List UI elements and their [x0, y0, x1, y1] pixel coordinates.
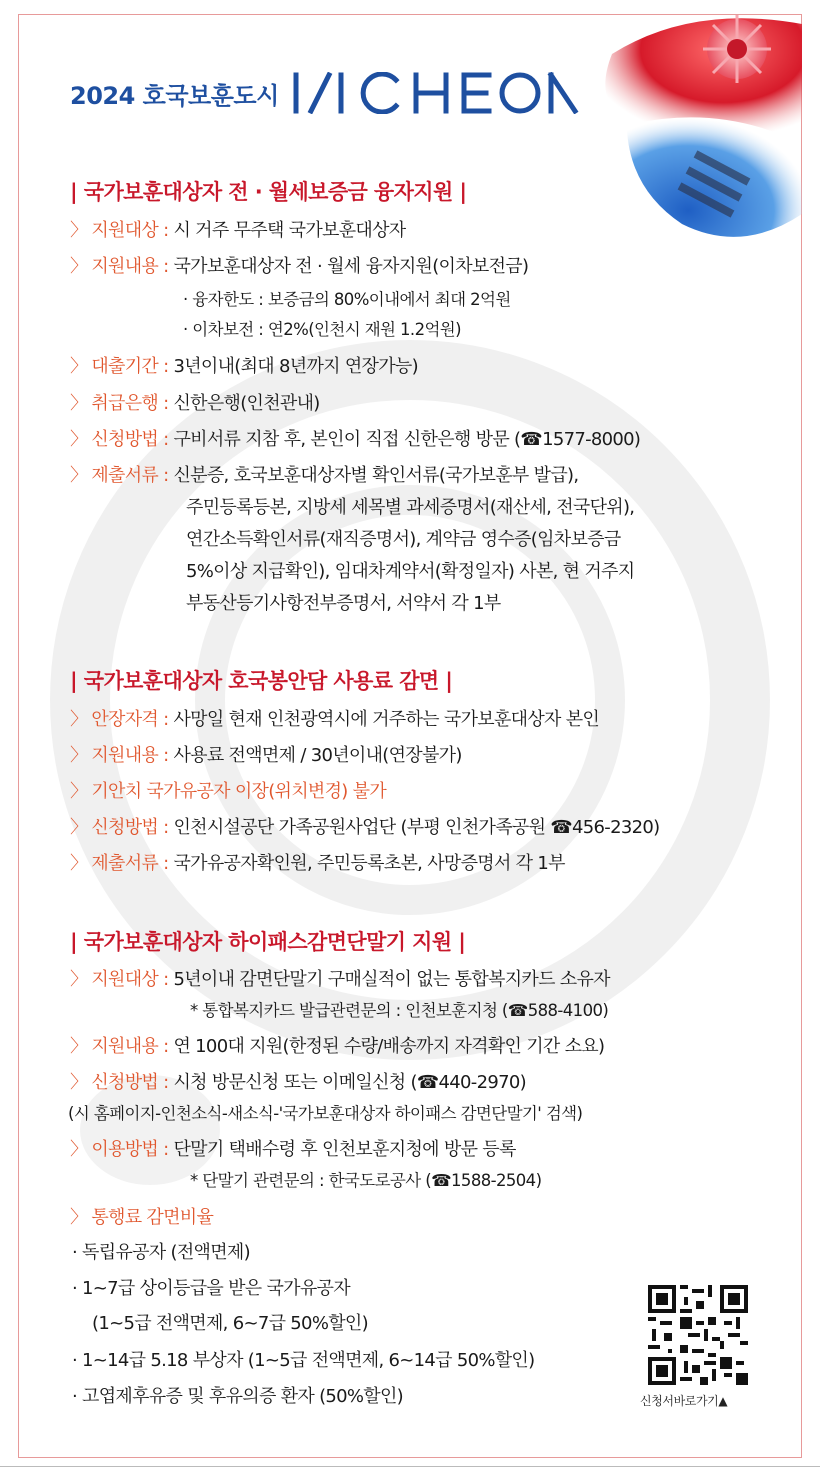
chevron-right-icon: 〉 — [70, 745, 88, 766]
s2-row-eligibility: 〉 안장자격 : 사망일 현재 인천광역시에 거주하는 국가보훈대상자 본인 — [70, 709, 600, 730]
s3-row-apply: 〉 신청방법 : 시청 방문신청 또는 이메일신청 (☎440-2970) — [70, 1072, 526, 1093]
chevron-right-icon: 〉 — [70, 256, 88, 277]
s2-row-content: 〉 지원내용 : 사용료 전액면제 / 30년이내(연장불가) — [70, 745, 462, 766]
s1-sub-limit: · 융자한도 : 보증금의 80%이내에서 최대 2억원 — [183, 290, 511, 309]
page-header — [70, 72, 581, 114]
s3-rate-item: · 1~7급 상이등급을 받은 국가유공자 — [72, 1278, 350, 1299]
header-title: 2024 호국보훈도시 — [70, 81, 279, 110]
chevron-right-icon: 〉 — [70, 1207, 88, 1228]
s1-row-apply: 〉 신청방법 : 구비서류 지참 후, 본인이 직접 신한은행 방문 (☎1577-8000) — [70, 429, 641, 450]
s1-row-content: 〉 지원내용 : 국가보훈대상자 전 · 월세 융자지원(이차보전금) — [70, 256, 529, 277]
s3-row-toll-heading: 〉 통행료 감면비율 — [70, 1207, 214, 1228]
chevron-right-icon: 〉 — [70, 393, 88, 414]
s3-row-target: 〉 지원대상 : 5년이내 감면단말기 구매실적이 없는 통합복지카드 소유자 — [70, 969, 610, 990]
s2-row-relocation: 〉 기안치 국가유공자 이장(위치변경) 불가 — [70, 781, 387, 802]
s2-row-apply: 〉 신청방법 : 인천시설공단 가족공원사업단 (부평 인천가족공원 ☎456-2320) — [70, 817, 660, 838]
chevron-right-icon: 〉 — [70, 1072, 88, 1093]
s3-rate-item: · 1~14급 5.18 부상자 (1~5급 전액면제, 6~14급 50%할인) — [72, 1350, 535, 1371]
section2-title: | 국가보훈대상자 호국봉안담 사용료 감면 | — [70, 669, 453, 693]
s1-docs-line: 연간소득확인서류(재직증명서), 계약금 영수증(임차보증금 — [186, 529, 621, 550]
s1-docs-line: 부동산등기사항전부증명서, 서약서 각 1부 — [186, 593, 501, 614]
s1-sub-interest: · 이차보전 : 연2%(인천시 재원 1.2억원) — [183, 320, 461, 339]
chevron-right-icon: 〉 — [70, 220, 88, 241]
chevron-right-icon: 〉 — [70, 709, 88, 730]
s3-note-card: * 통합복지카드 발급관련문의 : 인천보훈지청 (☎588-4100) — [190, 1001, 609, 1020]
bottom-divider — [0, 1466, 820, 1467]
s1-row-docs: 〉 제출서류 : 신분증, 호국보훈대상자별 확인서류(국가보훈부 발급), — [70, 465, 579, 486]
chevron-right-icon: 〉 — [70, 781, 88, 802]
s3-rate-item: (1~5급 전액면제, 6~7급 50%할인) — [92, 1313, 368, 1334]
qr-code-icon[interactable] — [648, 1285, 748, 1385]
chevron-right-icon: 〉 — [70, 817, 88, 838]
s1-row-target: 〉 지원대상 : 시 거주 무주택 국가보훈대상자 — [70, 220, 406, 241]
s1-row-period: 〉 대출기간 : 3년이내(최대 8년까지 연장가능) — [70, 356, 418, 377]
chevron-right-icon: 〉 — [70, 356, 88, 377]
chevron-right-icon: 〉 — [70, 465, 88, 486]
chevron-right-icon: 〉 — [70, 1139, 88, 1160]
s3-note-homepage: (시 홈페이지-인천소식-새소식-'국가보훈대상자 하이패스 감면단말기' 검색) — [68, 1104, 583, 1123]
s1-row-bank: 〉 취급은행 : 신한은행(인천관내) — [70, 393, 320, 414]
s3-row-content: 〉 지원내용 : 연 100대 지원(한정된 수량/배송까지 자격확인 기간 소요) — [70, 1036, 605, 1057]
s3-row-usage: 〉 이용방법 : 단말기 택배수령 후 인천보훈지청에 방문 등록 — [70, 1139, 516, 1160]
taegukgi-flower-icon — [572, 14, 802, 244]
chevron-right-icon: 〉 — [70, 853, 88, 874]
section1-title: | 국가보훈대상자 전 · 월세보증금 융자지원 | — [70, 180, 467, 204]
s1-docs-line: 주민등록등본, 지방세 세목별 과세증명서(재산세, 전국단위), — [186, 497, 635, 518]
incheon-logo-icon — [291, 72, 581, 114]
s2-row-docs: 〉 제출서류 : 국가유공자확인원, 주민등록초본, 사망증명서 각 1부 — [70, 853, 565, 874]
qr-caption: 신청서바로가기▲ — [640, 1394, 728, 1408]
s3-rate-item: · 고엽제후유증 및 후유의증 환자 (50%할인) — [72, 1386, 404, 1407]
chevron-right-icon: 〉 — [70, 429, 88, 450]
chevron-right-icon: 〉 — [70, 969, 88, 990]
s3-note-device: * 단말기 관련문의 : 한국도로공사 (☎1588-2504) — [190, 1171, 542, 1190]
s1-docs-line: 5%이상 지급확인), 임대차계약서(확정일자) 사본, 현 거주지 — [186, 561, 635, 582]
chevron-right-icon: 〉 — [70, 1036, 88, 1057]
s3-rate-item: · 독립유공자 (전액면제) — [72, 1242, 250, 1263]
section3-title: | 국가보훈대상자 하이패스감면단말기 지원 | — [70, 930, 466, 954]
